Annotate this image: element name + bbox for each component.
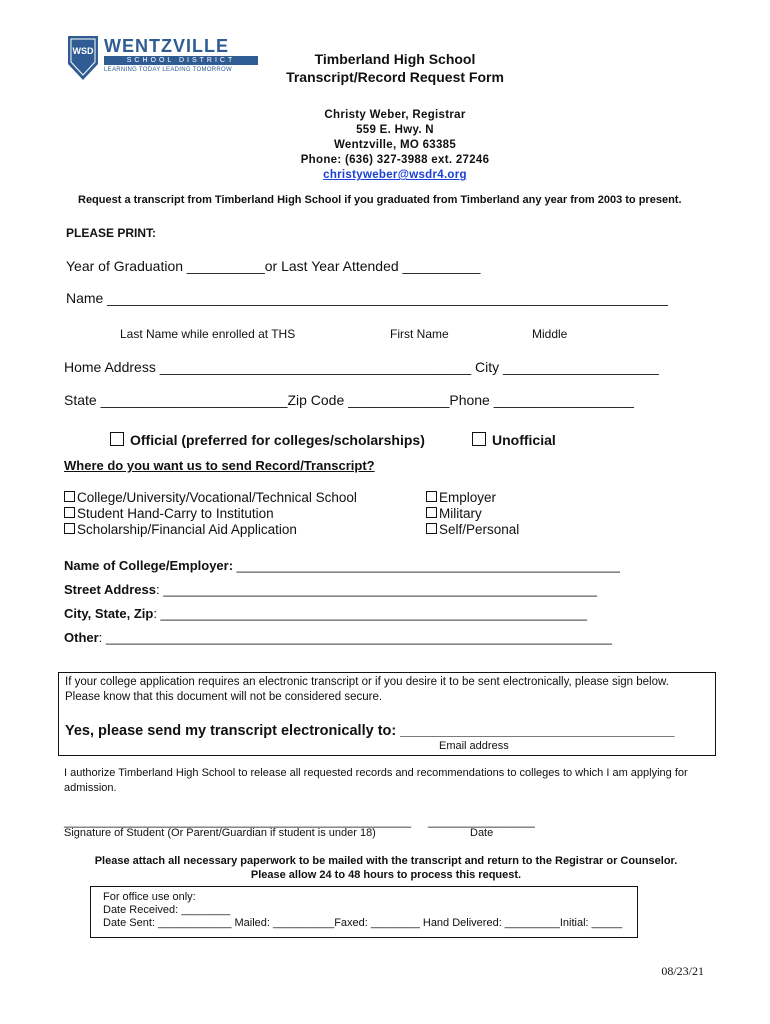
office-date-sent: Date Sent: ____________ Mailed: __________Faxed: ________ Hand Delivered: _________Initial: _____ [103, 917, 623, 929]
registrar-street: 559 E. Hwy. N [356, 124, 434, 136]
checkbox-icon[interactable] [426, 523, 437, 534]
destinations-right-list [426, 490, 519, 538]
authorization-text: I authorize Timberland High School to release all requested records and recommendations to colleges to which I am applying for admission. [64, 767, 688, 794]
email-address-caption: Email address [439, 740, 509, 752]
graduation-year-field[interactable]: Year of Graduation __________or Last Year Attended __________ [66, 258, 481, 274]
please-print-label: PLEASE PRINT: [66, 226, 157, 240]
form-title [230, 50, 560, 86]
logo-initials: WSD [72, 46, 94, 56]
state-zip-phone-field[interactable]: State ________________________Zip Code _____________Phone __________________ [64, 392, 634, 408]
electronic-instructions: If your college application requires an electronic transcript or if you desire it to be sent electronically, please sign below. Please know that this document will not be considered secure. [65, 676, 669, 703]
checkbox-icon[interactable] [426, 507, 437, 518]
city-state-zip-field[interactable]: City, State, Zip: ___________________________________________________________ [64, 606, 588, 621]
unofficial-option[interactable] [472, 432, 556, 448]
destination-military[interactable]: Military [426, 506, 519, 522]
revision-date: 08/23/21 [661, 964, 704, 978]
electronic-yes-label: Yes, please send my transcript electronically to: [65, 723, 397, 739]
destination-employer[interactable]: Employer [426, 490, 519, 506]
signature-line[interactable]: ____________________________________________________ [64, 814, 412, 828]
official-option[interactable] [110, 432, 425, 448]
checkbox-icon[interactable] [64, 491, 75, 502]
logo-subtitle: SCHOOL DISTRICT [104, 56, 258, 65]
last-name-caption: Last Name while enrolled at THS [120, 327, 296, 341]
where-heading: Where do you want us to send Record/Transcript? [64, 458, 375, 473]
other-label: Other [64, 630, 99, 645]
signature-date-line[interactable]: ________________ [428, 814, 535, 828]
shield-logo-icon [66, 34, 100, 82]
registrar-city: Wentzville, MO 63385 [333, 139, 457, 151]
college-employer-field[interactable]: Name of College/Employer: _____________________________________________________ [64, 558, 620, 573]
date-caption: Date [470, 827, 494, 839]
footer-note [58, 854, 714, 882]
other-field[interactable]: Other: ______________________________________________________________________ [64, 630, 612, 645]
office-use-title: For office use only: [103, 891, 196, 903]
logo-name: WENTZVILLE [104, 36, 229, 56]
signature-caption: Signature of Student (Or Parent/Guardian if student is under 18) [64, 827, 376, 839]
checkbox-icon[interactable] [64, 523, 75, 534]
college-employer-label: Name of College/Employer: [64, 558, 234, 573]
checkbox-icon[interactable] [426, 491, 437, 502]
middle-name-caption: Middle [532, 327, 568, 341]
official-checkbox[interactable] [110, 432, 124, 446]
first-name-caption: First Name [390, 327, 449, 341]
unofficial-checkbox[interactable] [472, 432, 486, 446]
destination-college[interactable]: College/University/Vocational/Technical School [64, 490, 357, 506]
street-address-field[interactable]: Street Address: ____________________________________________________________ [64, 582, 598, 597]
registrar-phone: Phone: (636) 327-3988 ext. 27246 [300, 154, 490, 166]
registrar-contact [230, 108, 560, 183]
footer-note-line-2: Please allow 24 to 48 hours to process this request. [250, 869, 522, 881]
destinations-left-list [64, 490, 357, 538]
unofficial-label: Unofficial [492, 432, 556, 448]
street-address-label: Street Address [64, 582, 156, 597]
official-label: Official (preferred for colleges/scholarships) [130, 432, 425, 448]
title-line-2: Transcript/Record Request Form [286, 69, 504, 85]
footer-note-line-1: Please attach all necessary paperwork to be mailed with the transcript and return to the Registrar or Counselor. [94, 855, 678, 867]
home-address-field[interactable]: Home Address ________________________________________ City ____________________ [64, 359, 659, 375]
intro-text: Request a transcript from Timberland High School if you graduated from Timberland any year from 2003 to present. [78, 194, 682, 206]
city-state-zip-label: City, State, Zip [64, 606, 154, 621]
logo-tagline: LEARNING TODAY LEADING TOMORROW [104, 67, 232, 73]
title-line-1: Timberland High School [314, 51, 476, 67]
registrar-email-link[interactable]: christyweber@wsdr4.org [323, 169, 467, 181]
electronic-email-field[interactable]: Yes, please send my transcript electronically to: __________________________________ [65, 723, 675, 739]
district-logo [66, 34, 236, 86]
checkbox-icon[interactable] [64, 507, 75, 518]
destination-hand-carry[interactable]: Student Hand-Carry to Institution [64, 506, 357, 522]
name-field[interactable]: Name ________________________________________________________________________ [66, 290, 668, 306]
registrar-name: Christy Weber, Registrar [324, 109, 466, 121]
destination-self[interactable]: Self/Personal [426, 522, 519, 538]
destination-scholarship[interactable]: Scholarship/Financial Aid Application [64, 522, 357, 538]
electronic-transcript-box [58, 672, 716, 756]
office-use-box [90, 886, 638, 938]
office-date-received: Date Received: ________ [103, 904, 231, 916]
